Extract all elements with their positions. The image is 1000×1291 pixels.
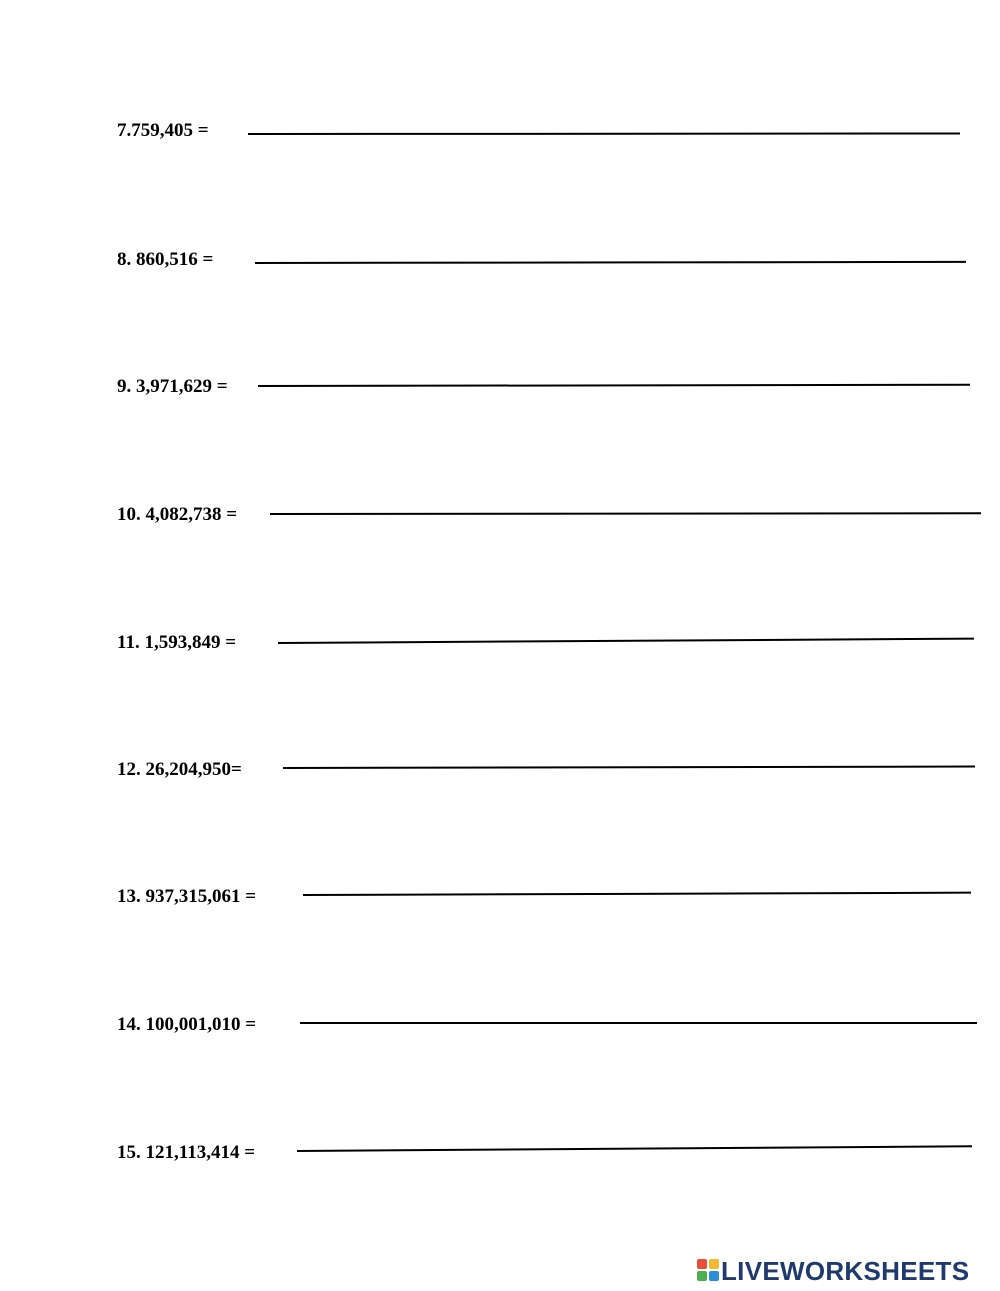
answer-line[interactable] (283, 766, 975, 769)
exercise-label: 10. 4,082,738 = (117, 504, 238, 525)
exercise-label: 12. 26,204,950= (117, 759, 242, 780)
exercise-label: 8. 860,516 = (117, 249, 214, 270)
answer-line[interactable] (248, 133, 960, 135)
exercise-label: 13. 937,315,061 = (117, 886, 257, 907)
exercise-item (0, 886, 1000, 926)
answer-line[interactable] (258, 384, 970, 387)
exercise-label: 14. 100,001,010 = (117, 1014, 257, 1035)
exercise-label: 9. 3,971,629 = (117, 376, 228, 397)
liveworksheets-logo-icon (697, 1259, 719, 1281)
answer-line[interactable] (255, 261, 966, 264)
exercise-item (0, 1142, 1000, 1182)
answer-line[interactable] (303, 892, 971, 896)
exercise-item (0, 632, 1000, 672)
answer-line[interactable] (278, 638, 974, 644)
exercise-label: 15. 121,113,414 = (117, 1142, 256, 1163)
exercise-label: 11. 1,593,849 = (117, 632, 237, 653)
exercise-item (0, 376, 1000, 416)
brand-wordmark: LIVEWORKSHEETS (721, 1256, 970, 1286)
liveworksheets-brand (697, 1258, 997, 1284)
answer-line[interactable] (270, 512, 981, 515)
answer-line[interactable] (297, 1145, 972, 1152)
exercise-item (0, 120, 1000, 160)
exercise-item (0, 504, 1000, 544)
exercise-label: 7.759,405 = (117, 120, 209, 141)
exercise-item (0, 249, 1000, 289)
exercise-item (0, 1014, 1000, 1054)
exercise-item (0, 759, 1000, 799)
answer-line[interactable] (300, 1022, 977, 1024)
